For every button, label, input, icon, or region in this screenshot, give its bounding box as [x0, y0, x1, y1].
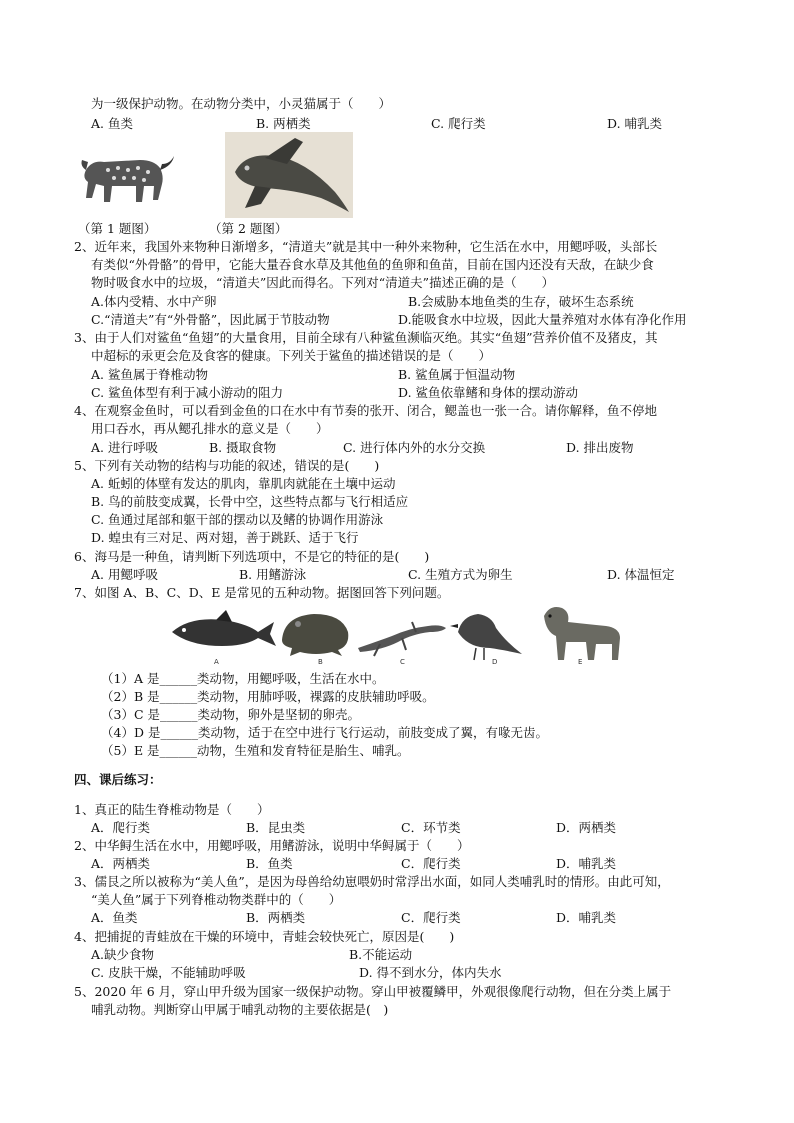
q2-option-d: D.能吸食水中垃圾，因此大量养殖对水体有净化作用	[398, 312, 687, 327]
s4-q1-stem: 1、真正的陆生脊椎动物是（ ）	[74, 802, 270, 817]
s4-q1-option-a: A．爬行类	[91, 820, 151, 835]
q5-stem: 5、下列有关动物的结构与功能的叙述，错误的是( )	[74, 458, 380, 473]
q4-stem-line-2: 用口吞水，再从鳃孔排水的意义是（ ）	[91, 421, 329, 436]
s4-q1-option-d: D．两栖类	[556, 820, 617, 835]
q3-option-d: D. 鲨鱼依靠鳍和身体的摆动游动	[398, 385, 579, 400]
civet-image	[78, 140, 176, 216]
q6-option-d: D. 体温恒定	[607, 567, 675, 582]
q6-stem: 6、海马是一种鱼，请判断下列选项中，不是它的特征的是( )	[74, 549, 430, 564]
s4-q4-option-a: A.缺少食物	[91, 947, 155, 962]
q2-option-c: C.“清道夫”有“外骨骼”，因此属于节肢动物	[91, 312, 330, 327]
q4-option-a: A. 进行呼吸	[91, 440, 158, 455]
pleco-fish-image	[225, 132, 353, 218]
q7-item-1: （1）A 是______类动物，用鳃呼吸，生活在水中。	[101, 671, 385, 686]
q3-stem-line-1: 3、由于人们对鲨鱼“鱼翅”的大量食用，目前全球有八种鲨鱼濒临灭绝。其实“鱼翅”营养价值不及猪皮，其	[74, 330, 658, 345]
q1-option-b: B. 两栖类	[256, 116, 311, 131]
s4-q5-stem-line-2: 哺乳动物。判断穿山甲属于哺乳动物的主要依据是( )	[91, 1002, 389, 1017]
q7-stem: 7、如图 A、B、C、D、E 是常见的五种动物。据图回答下列问题。	[74, 585, 450, 600]
label-d: D	[492, 658, 498, 666]
q6-option-a: A. 用鳃呼吸	[91, 567, 158, 582]
q7-item-3: （3）C 是______类动物，卵外是坚韧的卵壳。	[101, 707, 360, 722]
s4-q4-option-b: B.不能运动	[349, 947, 413, 962]
q3-stem-line-2: 中超标的汞更会危及食客的健康。下列关于鲨鱼的描述错误的是（ ）	[91, 348, 492, 363]
figure-caption-2: （第 2 题图）	[209, 221, 288, 236]
q4-option-c: C. 进行体内外的水分交换	[343, 440, 486, 455]
q7-item-4: （4）D 是______类动物，适于在空中进行飞行运动，前肢变成了翼，有喙无齿。	[101, 725, 548, 740]
q5-option-a: A. 蚯蚓的体壁有发达的肌肉，靠肌肉就能在土壤中运动	[91, 476, 396, 491]
s4-q2-option-c: C．爬行类	[401, 856, 461, 871]
section-title: 四、课后练习：	[74, 772, 162, 787]
s4-q2-option-a: A．两栖类	[91, 856, 151, 871]
q2-stem-line-2: 有类似“外骨骼”的骨甲，它能大量吞食水草及其他鱼的鱼卵和鱼苗，目前在国内还没有天敌，在缺少食	[91, 257, 654, 272]
bird-icon	[450, 614, 522, 660]
q4-option-d: D. 排出废物	[566, 440, 634, 455]
q4-option-b: B. 摄取食物	[209, 440, 277, 455]
q4-stem-line-1: 4、在观察金鱼时，可以看到金鱼的口在水中有节奏的张开、闭合，鳃盖也一张一合。请你解释，鱼不停地	[74, 403, 657, 418]
s4-q2-stem: 2、中华鲟生活在水中，用鳃呼吸，用鳍游泳，说明中华鲟属于（ ）	[74, 838, 470, 853]
q2-stem-line-3: 物时吸食水中的垃圾，“清道夫”因此而得名。下列对“清道夫”描述正确的是（ ）	[91, 275, 555, 290]
s4-q4-option-c: C. 皮肤干燥，不能辅助呼吸	[91, 965, 246, 980]
s4-q3-stem-line-1: 3、儒艮之所以被称为“美人鱼”，是因为母兽给幼崽喂奶时常浮出水面，如同人类哺乳时的情形。由此可知，	[74, 874, 670, 889]
q1-option-a: A. 鱼类	[91, 116, 133, 131]
q2-option-a: A.体内受精、水中产卵	[91, 294, 217, 309]
s4-q3-stem-line-2: “美人鱼”属于下列脊椎动物类群中的（ ）	[91, 892, 342, 907]
label-b: B	[318, 658, 323, 666]
s4-q2-option-b: B．鱼类	[246, 856, 293, 871]
label-c: C	[400, 658, 405, 666]
s4-q1-option-c: C．环节类	[401, 820, 461, 835]
q6-option-b: B. 用鳍游泳	[239, 567, 307, 582]
s4-q3-option-c: C．爬行类	[401, 910, 461, 925]
q5-option-c: C. 鱼通过尾部和躯干部的摆动以及鳍的协调作用游泳	[91, 512, 384, 527]
q2-option-b: B.会威胁本地鱼类的生存，破坏生态系统	[408, 294, 634, 309]
s4-q3-option-a: A．鱼类	[91, 910, 138, 925]
q3-option-b: B. 鲨鱼属于恒温动物	[398, 367, 516, 382]
q1-option-d: D. 哺乳类	[607, 116, 663, 131]
q2-stem-line-1: 2、近年来，我国外来物种日渐增多，“清道夫”就是其中一种外来物种，它生活在水中，用鳃呼吸，头部长	[74, 239, 658, 254]
s4-q5-stem-line-1: 5、2020 年 6 月，穿山甲升级为国家一级保护动物。穿山甲被覆鳞甲，外观很像爬行动物，但在分类上属于	[74, 984, 672, 999]
s4-q4-option-d: D. 得不到水分，体内失水	[359, 965, 502, 980]
s4-q3-option-b: B．两栖类	[246, 910, 306, 925]
dog-icon	[544, 607, 620, 660]
label-e: E	[578, 658, 583, 666]
q1-option-c: C. 爬行类	[431, 116, 486, 131]
q1-stem-tail: 为一级保护动物。在动物分类中，小灵猫属于（ ）	[91, 96, 392, 111]
s4-q4-stem: 4、把捕捉的青蛙放在干燥的环境中，青蛙会较快死亡，原因是( )	[74, 929, 455, 944]
s4-q2-option-d: D．哺乳类	[556, 856, 617, 871]
q7-item-2: （2）B 是______类动物，用肺呼吸，裸露的皮肤辅助呼吸。	[101, 689, 435, 704]
lizard-icon	[358, 622, 446, 656]
frog-icon	[282, 614, 348, 656]
s4-q3-option-d: D．哺乳类	[556, 910, 617, 925]
q7-item-5: （5）E 是______动物，生殖和发育特征是胎生、哺乳。	[101, 743, 410, 758]
s4-q1-option-b: B．昆虫类	[246, 820, 306, 835]
q3-option-c: C. 鲨鱼体型有利于减小游动的阻力	[91, 385, 284, 400]
fish-icon	[172, 610, 276, 646]
five-animals-figure	[166, 602, 628, 668]
q3-option-a: A. 鲨鱼属于脊椎动物	[91, 367, 208, 382]
q5-option-d: D. 蝗虫有三对足、两对翅，善于跳跃、适于飞行	[91, 530, 359, 545]
q5-option-b: B. 鸟的前肢变成翼，长骨中空，这些特点都与飞行相适应	[91, 494, 409, 509]
figure-caption-1: （第 1 题图）	[78, 221, 157, 236]
q6-option-c: C. 生殖方式为卵生	[408, 567, 513, 582]
label-a: A	[214, 658, 219, 666]
